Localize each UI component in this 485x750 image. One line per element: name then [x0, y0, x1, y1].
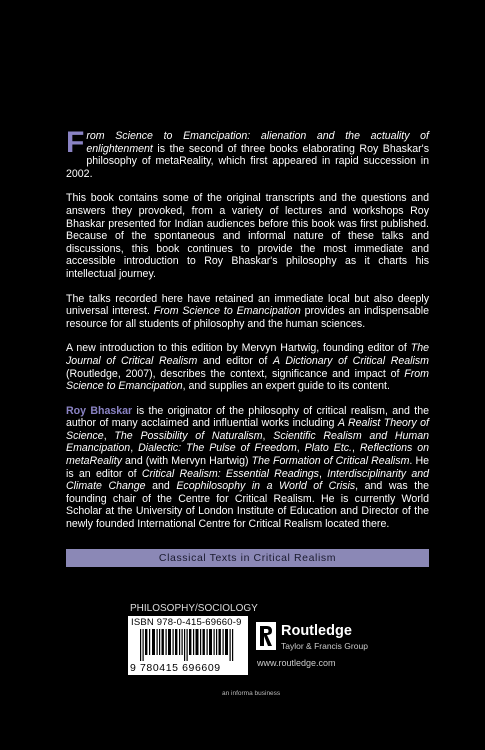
barcode-icon: [132, 629, 244, 661]
subject-category: PHILOSOPHY/SOCIOLOGY: [130, 603, 258, 614]
publisher-name: Routledge: [281, 623, 352, 639]
barcode-number: 9 780415 696609: [130, 662, 221, 674]
blurb-paragraph-4: A new introduction to this edition by Mervyn Hartwig, founding editor of The Journal of Critical Realism and editor of A Dictionary of Critical Realism (Routledge, 2007), describes the context, significance and impact of From Science to Emancipation, and supplies an expert guide to its content.: [66, 342, 429, 393]
barcode: [128, 616, 248, 675]
isbn-label: ISBN 978-0-415-69660-9: [131, 617, 242, 628]
publisher-url[interactable]: www.routledge.com: [257, 658, 336, 668]
blurb-paragraph-1: From Science to Emancipation: alienation and the actuality of enlightenment is the second of three books elaborating Roy Bhaskar's philosophy of metaReality, which first appeared in rapid succession in 2002.: [66, 126, 429, 180]
blurb-paragraph-2: This book contains some of the original transcripts and the questions and answers they provoked, from a variety of lectures and workshops Roy Bhaskar presented for Indian audiences before this book was first published. Because of the spontaneous and informal nature of these talks and discussions, this book continues to provide the most immediate and accessible introduction to Roy Bhaskar's philosophy as it charts his intellectual journey.: [66, 192, 429, 280]
series-banner: Classical Texts in Critical Realism: [66, 549, 429, 567]
back-cover-blurb: [66, 126, 430, 543]
publisher-subtitle: Taylor & Francis Group: [281, 641, 368, 651]
informa-tagline: an informa business: [222, 690, 281, 697]
drop-cap: F: [66, 126, 85, 159]
routledge-logo-icon: [256, 622, 276, 650]
book-title: rom Science to Emancipation: alienation and the actuality of enlightenment: [86, 130, 429, 155]
author-bio: Roy Bhaskar is the originator of the philosophy of critical realism, and the author of many acclaimed and influential works including A Realist Theory of Science, The Possibility of Naturalism, Scientific Realism and Human Emancipation, Dialectic: The Pulse of Freedom, Plato Etc., Reflections on metaReality and (with Mervyn Hartwig) The Formation of Critical Realism. He is an editor of Critical Realism: Essential Readings, Interdisciplinarity and Climate Change and Ecophilosophy in a World of Crisis, and was the founding chair of the Centre for Critical Realism. He is currently World Scholar at the University of London Institute of Education and Director of the newly founded International Centre for Critical Realism located there.: [66, 404, 430, 531]
author-name: Roy Bhaskar: [66, 404, 133, 417]
blurb-paragraph-3: The talks recorded here have retained an immediate local but also deeply universal interest. From Science to Emancipation provides an indispensable resource for all students of philosophy and the human sciences.: [66, 292, 429, 330]
